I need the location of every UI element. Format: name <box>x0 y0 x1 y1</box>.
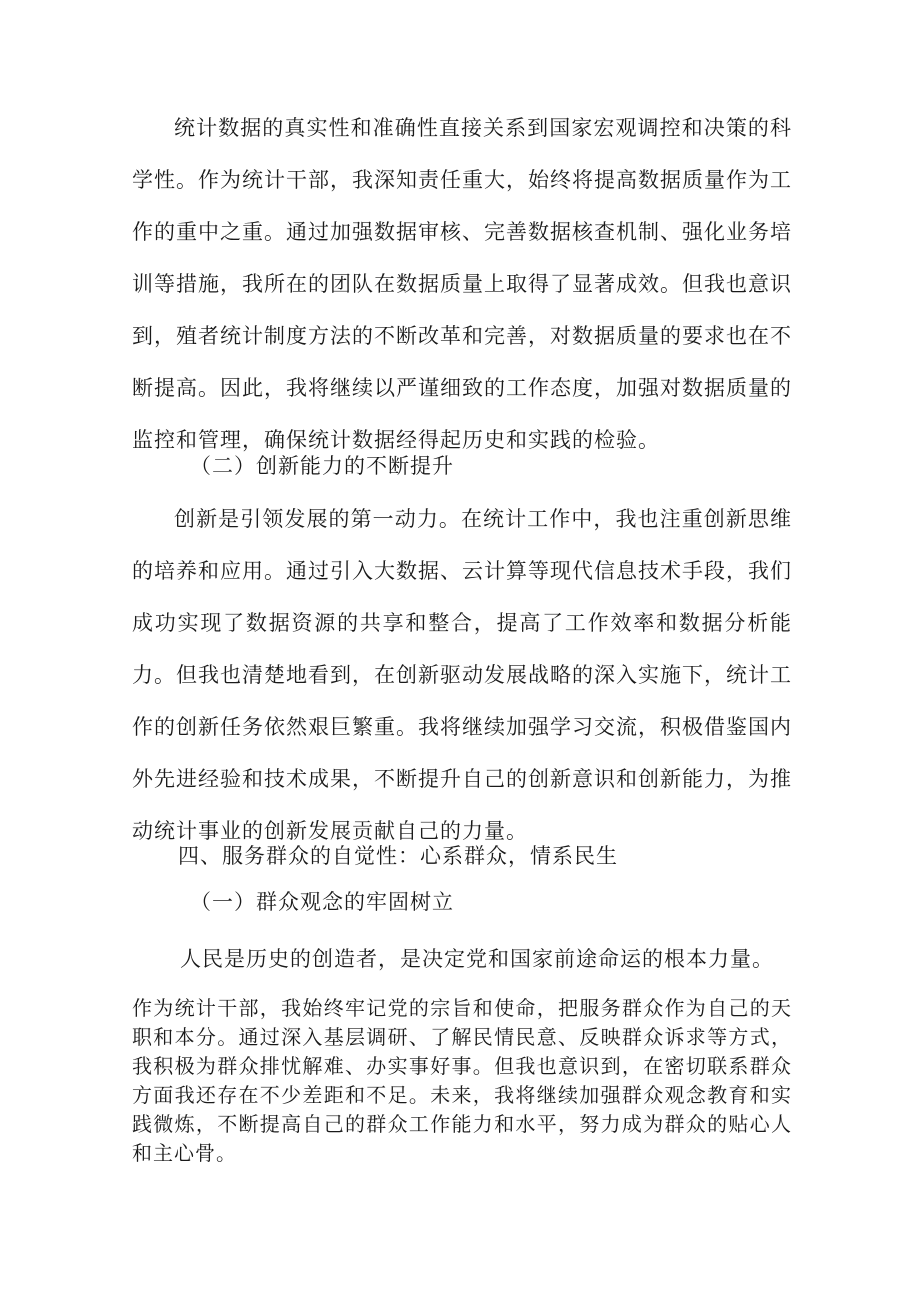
subheading-innovation: （二）创新能力的不断提升 <box>190 454 454 478</box>
paragraph-data-quality: 统计数据的真实性和准确性直接关系到国家宏观调控和决策的科学性。作为统计干部，我深知责任重大，始终将提高数据质量作为工作的重中之重。通过加强数据审核、完善数据核查机制、强化业务培训等措施，我所在的团队在数据质量上取得了显著成效。但我也意识到，殖者统计制度方法的不断改革和完善，对数据质量的要求也在不断提高。因此，我将继续以严谨细致的工作态度，加强对数据质量的监控和管理，确保统计数据经得起历史和实践的检验。 <box>132 116 792 452</box>
paragraph-masses-body: 作为统计干部，我始终牢记党的宗旨和使命，把服务群众作为自己的天职和本分。通过深入基层调研、了解民情民意、反映群众诉求等方式，我积极为群众排忧解难、办实事好事。但我也意识到，在密切联系群众方面我还存在不少差距和不足。未来，我将继续加强群众观念教育和实践微炼，不断提高自己的群众工作能力和水平，努力成为群众的贴心人和主心骨。 <box>132 996 792 1165</box>
paragraph-masses-first-line: 人民是历史的创造者，是决定党和国家前途命运的根本力量。 <box>180 947 774 971</box>
subheading-mass-concept: （一）群众观念的牢固树立 <box>190 890 454 914</box>
section-heading-serve-masses: 四、服务群众的自觉性：心系群众，情系民生 <box>178 844 618 868</box>
paragraph-innovation: 创新是引领发展的第一动力。在统计工作中，我也注重创新思维的培养和应用。通过引入大数据、云计算等现代信息技术手段，我们成功实现了数据资源的共享和整合，提高了工作效率和数据分析能力。但我也清楚地看到，在创新驱动发展战略的深入实施下，统计工作的创新任务依然艰巨繁重。我将继续加强学习交流，积极借鉴国内外先进经验和技术成果，不断提升自己的创新意识和创新能力，为推动统计事业的创新发展贡献自己的力量。 <box>132 507 792 843</box>
